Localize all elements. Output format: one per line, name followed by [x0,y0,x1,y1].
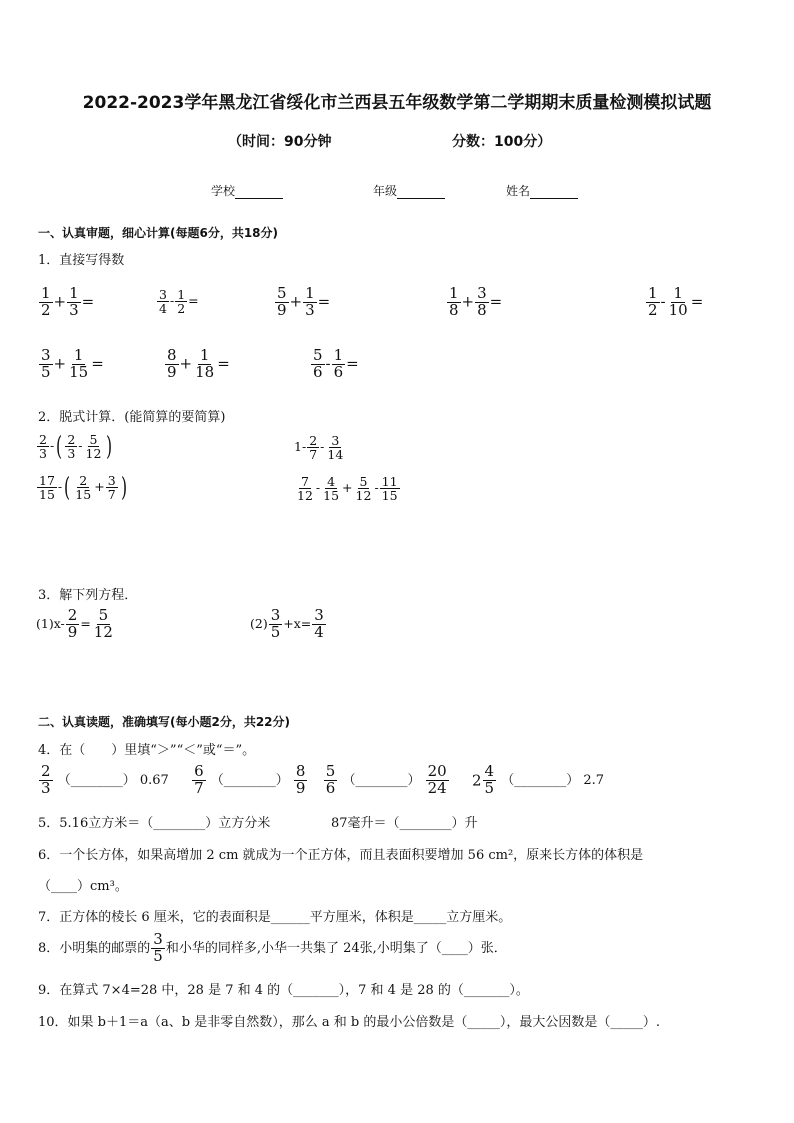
question-5b: 87毫升＝（________）升 [331,816,478,831]
exam-time: （时间：90分钟 [228,134,332,150]
school-field[interactable] [211,182,283,199]
q1-item-1: $\frac{1}{2}$ + $\frac{1}{3}$ = [41,284,95,319]
q4-blank-2[interactable]: （________） [210,772,289,788]
q2-expr-2: 1- $\frac{2}{7}$ - $\frac{3}{14}$ [294,433,344,463]
q3-equation-1: (1)x- $\frac{2}{9}$ = $\frac{5}{12}$ [36,606,113,641]
q1-item-6: $\frac{3}{5}$ + $\frac{1}{15}$ = [41,346,104,381]
q1-item-4: $\frac{1}{8}$ + $\frac{3}{8}$ = [449,284,503,319]
q2-expr-4: $\frac{7}{12}$ - $\frac{4}{15}$ + $\frac{5}{12}$ - $\frac{11}{15}$ [297,474,398,504]
name-blank[interactable] [530,186,578,199]
question-9: 9．在算式 7×4=28 中，28 是 7 和 4 的（_______），7 和 4 是 28 的（_______）。 [38,983,529,998]
question-5a: 5．5.16立方米＝（________）立方分米 [38,816,271,831]
q2-expr-1: $\frac{2}{3}$ -( $\frac{2}{3}$ - $\frac{5}{12}$ ) [39,431,113,462]
question-1: 1．直接写得数 [38,253,125,268]
school-label: 学校 [211,184,236,198]
q1-item-7: $\frac{8}{9}$ + $\frac{1}{18}$ = [167,346,230,381]
q1-item-3: $\frac{5}{9}$ + $\frac{1}{3}$ = [277,284,331,319]
q4-blank-3[interactable]: （________） [342,772,421,788]
question-7: 7．正方体的棱长 6 厘米，它的表面积是______平方厘米，体积是_____立方厘米。 [38,910,512,925]
page-title: 2022-2023学年黑龙江省绥化市兰西县五年级数学第二学期期末质量检测模拟试题 [82,93,712,113]
section-1-heading: 一、认真审题，细心计算(每题6分，共18分) [38,226,279,240]
q4-comparisons: $\frac{2}{3}$ （________） 0.67 $\frac{6}{7}$ （________） $\frac{8}{9}$ $\frac{5}{6}$ （________） $\frac{20}{24}$ 2 $\frac{4}{5}$ （________） 2.7 [41,762,605,797]
q1-item-5: $\frac{1}{2}$ - $\frac{1}{10}$ = [648,284,704,319]
grade-blank[interactable] [397,186,445,199]
question-10: 10．如果 b＋1＝a（a、b 是非零自然数），那么 a 和 b 的最小公倍数是（_____），最大公因数是（_____）. [38,1015,660,1030]
exam-score: 分数：100分） [452,134,552,150]
question-4: 4．在（ ）里填“＞”“＜”或“＝”。 [38,743,256,758]
q4-blank-1[interactable]: （________） [57,772,136,788]
question-2: 2．脱式计算．(能简算的要简算) [38,410,226,425]
question-6-line-2: （____）cm³。 [38,879,128,894]
name-field[interactable] [506,182,578,199]
question-6-line-1: 6．一个长方体，如果高增加 2 cm 就成为一个正方体，而且表面积要增加 56 cm²，原来长方体的体积是 [38,848,644,863]
q1-item-8: $\frac{5}{6}$ - $\frac{1}{6}$ = [313,346,359,381]
q2-expr-3: $\frac{17}{15}$ -( $\frac{2}{15}$ + $\frac{3}{7}$ ) [39,472,127,503]
name-label: 姓名 [506,184,531,198]
q3-equation-2: (2) $\frac{3}{5}$ +x= $\frac{3}{4}$ [250,606,324,641]
school-blank[interactable] [235,186,283,199]
question-3: 3．解下列方程． [38,588,138,603]
question-8: 8．小明集的邮票的 $\frac{3}{5}$ 和小华的同样多,小华一共集了 24张,小明集了（____）张． [38,930,507,965]
grade-field[interactable] [373,182,445,199]
section-2-heading: 二、认真读题，准确填写(每小题2分，共22分) [38,715,291,729]
q4-blank-4[interactable]: （________） [501,772,580,788]
q1-item-2: $\frac{3}{4}$ - $\frac{1}{2}$ = [159,287,199,317]
grade-label: 年级 [373,184,398,198]
